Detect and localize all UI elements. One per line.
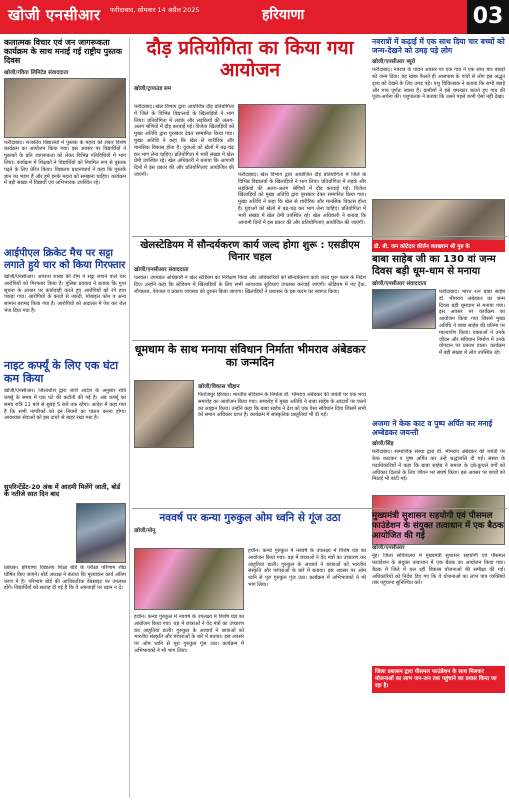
story-samvidhan-body: फिरोजपुर झिरका। भारतीय संविधान के निर्माता डॉ. भीमराव अंबेडकर की जयंती पर एक भव्य समारोह का आयोजन किया गया। समारोह में मुख्य अतिथि ने बाबा साहेब के आदर्शों पर चलने का आह्वान किया। उन्होंने कहा कि बाबा साहेब ने देश को एक ऐसा संविधान दिया जिसमें सभी को समान अधिकार प्राप्त हैं। कार्यक्रम में सांस्कृतिक प्रस्तुतियां भी दी गईं। [198,392,366,419]
story-stadium-byline: खोजी/एनसीआर संवाददाता [134,267,189,273]
story-books [4,38,126,260]
main-photo [238,104,366,168]
story-gurukul-body: हथीन। कन्या गुरुकुल में नववर्ष के उपलक्ष्य में विशेष यज्ञ का आयोजन किया गया। यज्ञ में छात्राओं ने वेद मंत्रों का उच्चारण कर आहुतियां डालीं। गुरुकुल के आचार्य ने छात्राओं को भारतीय संस्कृति और परंपराओं के बारे में बताया। इस अवसर पर ओम ध्वनि से पूरा गुरुकुल गूंज उठा। कार्यक्रम में अभिभावकों ने भी भाग लिया। [248,548,366,588]
divider [132,508,507,509]
story-gurukul [134,512,366,536]
story-calves-title: नवरात्रों में कढ़ाई में एक साथ दिया चार बच्चों को जन्म-देखने को उमड़ पड़े लोग [372,37,505,55]
story-samvidhan-byline: खोजी/विकास चौहान [198,384,240,390]
story-stadium-title: खेलस्टेडियम में सौन्दर्यकरण कार्य जल्द होगा शुरू : एसडीएम चिनार चहल [140,240,360,263]
page-header [0,0,509,34]
date-line: फरीदाबाद, सोमवार 14 अप्रैल 2025 [110,6,200,14]
story-tribute-body: फरीदाबाद। सामाजिक संस्था द्वारा डॉ. भीमराव अंबेडकर की जयंती पर केक काटकर व पुष्प अर्पित कर उन्हें श्रद्धांजलि दी गई। संस्था के पदाधिकारियों ने कहा कि बाबा साहेब ने समाज के दबे-कुचले वर्गों को अधिकार दिलाने के लिए जीवन भर संघर्ष किया। इस अवसर पर बच्चों को मिठाई भी बांटी गई। [372,449,505,483]
story-stadium-body: पलवल। उपमंडल अधिकारी ने खेल स्टेडियम का निरीक्षण किया और अधिकारियों को सौन्दर्यकरण कार्य जल्द शुरू करने के निर्देश दिए। उन्होंने कहा कि स्टेडियम में खिलाड़ियों के लिए सभी आवश्यक सुविधाएं उपलब्ध करवाई जाएंगी। स्टेडियम में नए ट्रैक, शौचालय, पेयजल व प्रकाश व्यवस्था को दुरुस्त किया जाएगा। खिलाड़ियों ने प्रशासन के इस कदम का स्वागत किया। [134,275,366,295]
story-books-title: कलात्मक विचार एवं जन जागरूकता कार्यक्रम के साथ मनाई गई राष्ट्रीय पुस्तक दिवस [4,38,122,66]
section-title: हरियाणा [262,7,305,23]
story-tribute-title: अजमा ने केक काट व पुष्प अर्पित कर मनाई अम्बेडकर जयन्ती [372,419,493,437]
story-ambedkar [372,240,505,399]
story-samvidhan-photo [134,380,194,448]
story-curfew-body: खोजी/एनसीआर। जिलाधीश द्वारा जारी आदेश के अनुसार रात्रि कर्फ्यू के समय में एक घंटे की कटौती की गई है। अब कर्फ्यू का समय रात्रि 11 बजे से सुबह 5 बजे तक रहेगा। आदेश में कहा गया है कि सभी नागरिकों को इन नियमों का पालन करना होगा। आवश्यक सेवाओं को इस दायरे से बाहर रखा गया है। [4,388,126,422]
story-stadium [134,240,366,341]
masthead: खोजी एनसीआर [8,6,101,24]
story-gurukul-byline: खोजी/मोनू [134,528,156,535]
main-byline: खोजी/ट्रापाउंड सम [134,85,172,92]
story-gurukul-photo [134,548,244,610]
story-samvidhan-text [198,380,366,510]
story-board-title: सुपरिन्टेंडेंट-20 अंक में आदमी मिलेंगे जाती, बोर्ड के नतीजे सात दिन बाद [4,483,121,499]
story-ambedkar-kicker: डी. बी. जन कोटेदार कीर्तन व्याख्यान श्री गुरु के [372,240,505,252]
main-story [134,38,366,94]
story-ipl [4,248,126,344]
page-number: 03 [467,0,509,34]
story-ambedkar-byline: खोजी/एनसीआर संवाददाता [372,281,427,287]
column-divider [129,38,130,798]
divider [132,236,507,237]
story-ipl-title: आईपीएल क्रिकेट मैच पर सट्टा लगाते हुये चार को किया गिरफ्तार [4,248,126,271]
story-cm-byline: खोजी/एनसीआर [372,545,405,552]
story-curfew [4,360,126,454]
story-books-byline: खोजी/रविता लिमिटेड संवाददाता [4,69,69,76]
main-body: फरीदाबाद। खेल विभाग द्वारा आयोजित दौड़ प्रतियोगिता में जिले के विभिन्न विद्यालयों के खिलाड़ियों ने भाग लिया। प्रतियोगिता में लड़के और लड़कियों की अलग-अलग श्रेणियों में दौड़ करवाई गई। विजेता खिलाड़ियों को मुख्य अतिथि द्वारा पुरस्कार देकर सम्मानित किया गया। मुख्य अतिथि ने कहा कि खेल से शारीरिक और मानसिक विकास होता है। युवाओं को खेलों में बढ़-चढ़ कर भाग लेना चाहिए। प्रतियोगिता में भारी संख्या में खेल प्रेमी उपस्थित रहे। खेल अधिकारी ने बताया कि आगामी दिनों में इस प्रकार की और प्रतियोगिताएं आयोजित की जाएंगी। [134,104,234,178]
story-ipl-body: खोजी/एनसीआर। अपराध शाखा की टीम ने सट्टा लगाने वाले चार आरोपियों को गिरफ्तार किया है। पुलिस प्रवक्ता ने बताया कि गुप्त सूचना के आधार पर कार्यवाही करते हुए आरोपियों को रंगे हाथ पकड़ा गया। आरोपियों के कब्जे से नकदी, मोबाइल फोन व अन्य सामान बरामद किया गया है। आरोपियों को अदालत में पेश कर जेल भेज दिया गया है। [4,274,126,314]
story-samvidhan-title: धूमधाम के साथ मनाया संविधान निर्माता भीमराव अंबेडकर का जन्मदिन [134,343,366,369]
story-cm-highlight: जिला प्रशासन द्वारा पीसमल फाउंडेशन के साथ मिलकर योजनाओं का लाभ जन-जन तक पहुंचाने का प्रयास किया जा रहा है। [372,666,505,693]
story-board-body: प्रबंधक। हरियाणा विद्यालय शिक्षा बोर्ड के परीक्षा परिणाम शीघ्र घोषित किए जाएंगे। बोर्ड अध्यक्ष ने बताया कि मूल्यांकन कार्य अंतिम चरण में है। परिणाम बोर्ड की आधिकारिक वेबसाइट पर उपलब्ध होंगे। विद्यार्थियों को सलाह दी गई है कि वे अफवाहों पर ध्यान न दें। [4,564,126,592]
main-headline: दौड़ प्रतियोगिता का किया गया आयोजन [146,37,354,81]
story-calves-byline: खोजी/एनसीआर ब्यूरो [372,59,416,66]
main-body-cont: फरीदाबाद। खेल विभाग द्वारा आयोजित दौड़ प्रतियोगिता में जिले के विभिन्न विद्यालयों के खिलाड़ियों ने भाग लिया। प्रतियोगिता में लड़के और लड़कियों की अलग-अलग श्रेणियों में दौड़ करवाई गई। विजेता खिलाड़ियों को मुख्य अतिथि द्वारा पुरस्कार देकर सम्मानित किया गया। मुख्य अतिथि ने कहा कि खेल से शारीरिक और मानसिक विकास होता है। युवाओं को खेलों में बढ़-चढ़ कर भाग लेना चाहिए। प्रतियोगिता में भारी संख्या में खेल प्रेमी उपस्थित रहे। खेल अधिकारी ने बताया कि आगामी दिनों में इस प्रकार की और प्रतियोगिताएं आयोजित की जाएंगी। [238,172,366,226]
story-cm-body: नूंह। जिला सचिवालय में मुख्यमंत्री सुशासन सहयोगी एवं पीसमल फाउंडेशन के संयुक्त तत्वाधान में एक बैठक का आयोजन किया गया। बैठक में जिले में चल रही विकास योजनाओं की समीक्षा की गई। अधिकारियों को निर्देश दिए गए कि वे योजनाओं का लाभ पात्र व्यक्तियों तक पहुंचाना सुनिश्चित करें। [372,553,505,587]
story-ambedkar-photo [372,289,436,329]
story-ambedkar-body: फरीदाबाद। भारत रत्न बाबा साहेब डॉ. भीमराव अंबेडकर का जन्म दिवस बड़ी धूमधाम से मनाया गया। इस अवसर पर कार्यक्रम का आयोजन किया गया जिसमें मुख्य अतिथि ने बाबा साहेब की प्रतिमा पर माल्यार्पण किया। वक्ताओं ने उनके जीवन और संविधान निर्माण में उनके योगदान पर प्रकाश डाला। कार्यक्रम में बड़ी संख्या में लोग उपस्थित रहे। [439,289,505,357]
story-board [4,484,126,789]
story-curfew-title: नाइट कर्फ्यूं के लिए एक घंटा कम किया [4,359,119,385]
story-books-photo [4,78,126,138]
story-tribute-byline: खोजी/सिंह [372,441,394,448]
story-cm-title: मुख्यमंत्री सुशासन सहयोगी एवं पीसमल फाउंडेशन के संयुक्त तत्वाधान में एक बैठक आयोजित की गई [372,511,504,541]
story-samvidhan [134,344,366,369]
story-gurukul-body-cont: हथीन। कन्या गुरुकुल में नववर्ष के उपलक्ष्य में विशेष यज्ञ का आयोजन किया गया। यज्ञ में छात्राओं ने वेद मंत्रों का उच्चारण कर आहुतियां डालीं। गुरुकुल के आचार्य ने छात्राओं को भारतीय संस्कृति और परंपराओं के बारे में बताया। इस अवसर पर ओम ध्वनि से पूरा गुरुकुल गूंज उठा। कार्यक्रम में अभिभावकों ने भी भाग लिया। [134,614,244,654]
divider [132,340,368,341]
story-calves [372,38,505,247]
story-books-body: फरीदाबाद। राजकीय विद्यालयों में पुस्तक के महत्व को लेकर विशेष कार्यक्रम का आयोजन किया गया। इस अवसर पर विद्यार्थियों ने पुस्तकों के प्रति जागरूकता को लेकर विभिन्न गतिविधियों में भाग लिया। कार्यक्रम में शिक्षकों ने विद्यार्थियों को नियमित रूप से पुस्तक पढ़ने के लिए प्रेरित किया। विद्यालय प्रधानाचार्य ने कहा कि पुस्तकें ज्ञान का भंडार हैं और हमें इनके महत्व को समझना चाहिए। कार्यक्रम में बड़ी संख्या में विद्यार्थी एवं अभिभावक उपस्थित रहे। [4,139,126,187]
story-calves-body: फरीदाबाद। नवरात्र के पावन अवसर पर एक गाय ने एक साथ चार बछड़ों को जन्म दिया। यह खबर फैलते ही आसपास के गांवों से लोग इस अद्भुत दृश्य को देखने के लिए उमड़ पड़े। पशु चिकित्सक ने बताया कि सभी बछड़े और गाय पूर्णतः स्वस्थ हैं। ग्रामीणों ने इसे चमत्कार बताते हुए गाय की पूजा-अर्चना की। पशुपालक ने बताया कि उसने पहले कभी ऐसा नहीं देखा। [372,67,505,101]
story-board-photo [76,503,126,563]
story-cm [372,512,505,693]
story-gurukul-title: नववर्ष पर कन्या गुरुकुल ओम ध्वनि से गूंज उठा [159,512,341,524]
story-ambedkar-title: बाबा साहेब जी का 130 वां जन्म दिवस बड़ी धूम-धाम से मनाया [372,254,496,277]
